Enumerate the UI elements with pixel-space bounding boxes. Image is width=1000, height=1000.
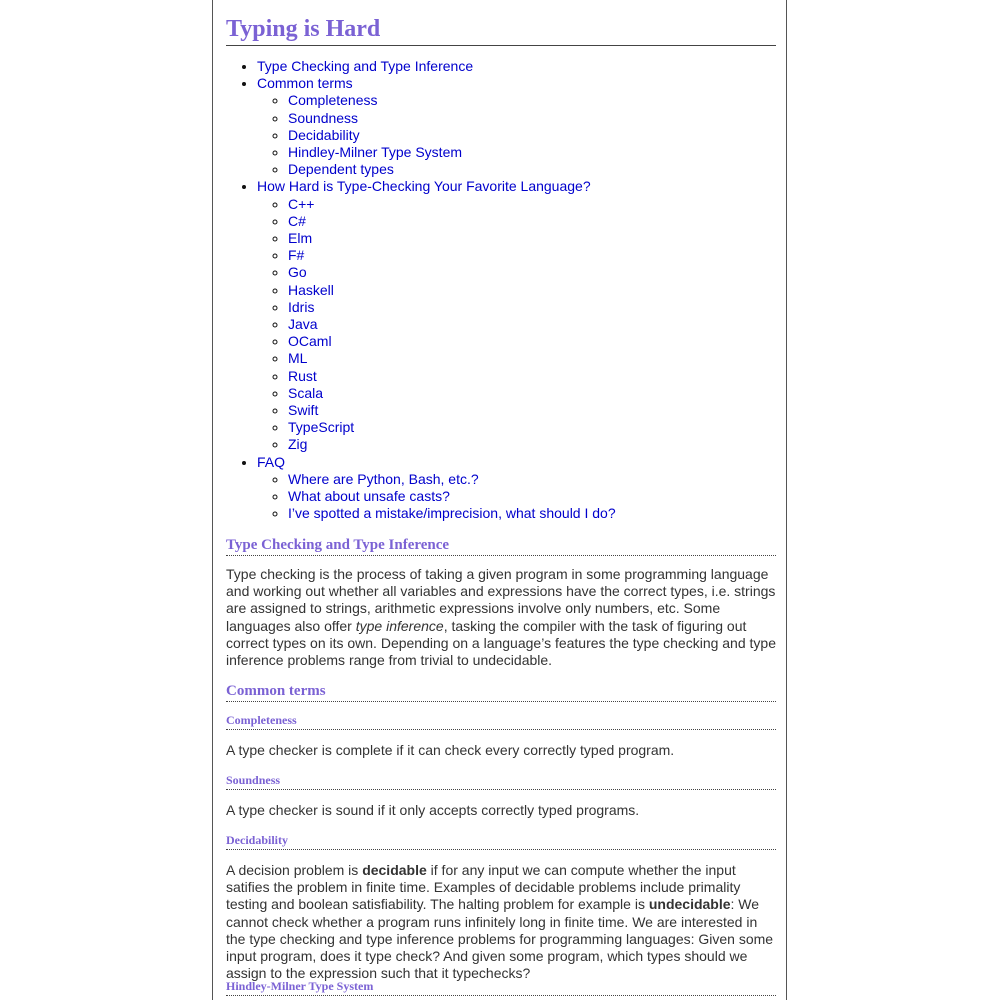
toc-subitem xyxy=(288,299,776,316)
toc-link-typescript[interactable]: TypeScript xyxy=(288,419,355,436)
toc-subitem xyxy=(288,127,776,144)
toc-link-java[interactable]: Java xyxy=(288,316,318,333)
toc-sublist-languages xyxy=(257,196,776,454)
toc-link-scala[interactable]: Scala xyxy=(288,384,324,401)
toc-link-cpp[interactable]: C++ xyxy=(288,195,315,212)
toc-item xyxy=(257,178,776,453)
toc-link-go[interactable]: Go xyxy=(288,264,307,281)
soundness-paragraph: A type checker is sound if it only accepts correctly typed programs. xyxy=(226,802,640,818)
toc-link-completeness[interactable]: Completeness xyxy=(288,92,378,109)
page xyxy=(212,0,787,1000)
bold-term-undecidable: undecidable xyxy=(648,896,731,913)
paragraph-text: A decision problem is xyxy=(226,862,363,878)
page-title: Typing is Hard xyxy=(226,16,776,46)
toc-link-decidability[interactable]: Decidability xyxy=(288,126,360,143)
toc-link-fsharp[interactable]: F# xyxy=(288,247,305,264)
bold-term-decidable: decidable xyxy=(362,862,427,878)
toc-sublist-faq xyxy=(257,471,776,523)
toc-subitem xyxy=(288,333,776,350)
completeness-paragraph: A type checker is complete if it can check every correctly typed program. xyxy=(226,742,675,758)
toc-subitem xyxy=(288,385,776,402)
type-checking-paragraph xyxy=(226,566,776,669)
toc-subitem xyxy=(288,213,776,230)
decidability-paragraph xyxy=(226,862,776,982)
section-heading-common-terms: Common terms xyxy=(226,682,776,702)
toc-link-rust[interactable]: Rust xyxy=(288,367,317,384)
toc-item xyxy=(257,454,776,523)
subsection-heading-decidability: Decidability xyxy=(226,833,776,850)
toc-subitem xyxy=(288,144,776,161)
toc-link-csharp[interactable]: C# xyxy=(288,212,306,229)
toc-subitem xyxy=(288,92,776,109)
toc-link-soundness[interactable]: Soundness xyxy=(288,109,359,126)
toc-item xyxy=(257,58,776,75)
toc-link-type-checking[interactable]: Type Checking and Type Inference xyxy=(257,58,474,74)
toc-subitem xyxy=(288,161,776,178)
toc-subitem xyxy=(288,196,776,213)
toc-link-dependent-types[interactable]: Dependent types xyxy=(288,161,394,178)
toc-link-faq[interactable]: FAQ xyxy=(257,453,286,470)
toc-subitem xyxy=(288,368,776,385)
toc-link-ml[interactable]: ML xyxy=(288,350,308,367)
subsection-heading-completeness: Completeness xyxy=(226,713,776,730)
toc-link-elm[interactable]: Elm xyxy=(288,230,313,247)
toc-link-common-terms[interactable]: Common terms xyxy=(257,75,353,92)
paragraph-text: Type checking is the process of taking a given program in some programming language and working out whether all variables and expressions have the correct types, i.e. strings are assigned to strings, arithmetic expressions involve only numbers, etc. Some languages also offer xyxy=(226,566,776,634)
toc-link-zig[interactable]: Zig xyxy=(288,436,308,453)
toc-subitem xyxy=(288,471,776,488)
toc-subitem xyxy=(288,350,776,367)
toc-subitem xyxy=(288,488,776,505)
toc-link-idris[interactable]: Idris xyxy=(288,298,315,315)
toc-link-mistake[interactable]: I’ve spotted a mistake/imprecision, what should I do? xyxy=(288,505,616,522)
toc-item xyxy=(257,75,776,178)
toc-subitem xyxy=(288,110,776,127)
toc-subitem xyxy=(288,419,776,436)
toc-link-how-hard[interactable]: How Hard is Type-Checking Your Favorite Language? xyxy=(257,178,591,195)
toc-link-ocaml[interactable]: OCaml xyxy=(288,333,332,350)
toc-subitem xyxy=(288,436,776,453)
toc-subitem xyxy=(288,230,776,247)
toc-subitem xyxy=(288,316,776,333)
toc-subitem xyxy=(288,402,776,419)
toc-link-hindley-milner[interactable]: Hindley-Milner Type System xyxy=(288,144,463,161)
toc-subitem xyxy=(288,505,776,522)
table-of-contents xyxy=(226,58,776,522)
toc-link-haskell[interactable]: Haskell xyxy=(288,281,334,298)
subsection-heading-hindley-milner: Hindley-Milner Type System xyxy=(226,979,776,996)
toc-subitem xyxy=(288,264,776,281)
toc-link-swift[interactable]: Swift xyxy=(288,402,319,419)
paragraph-text: , tasking the compiler with the task of figuring out correct types on its own. Depending on a language’s features the type checking and type inference problems range from trivial to undecidable. xyxy=(226,617,776,669)
toc-link-python-bash[interactable]: Where are Python, Bash, etc.? xyxy=(288,470,479,487)
emphasis-text: type inference xyxy=(355,617,444,634)
paragraph-text: if for any input we can compute whether the input satifies the problem in finite time. Examples of decidable problems include primality testing and boolean satisfiability. The halting problem for example is xyxy=(226,862,741,913)
subsection-heading-soundness: Soundness xyxy=(226,773,776,790)
toc-sublist-terms xyxy=(257,92,776,178)
toc-subitem xyxy=(288,247,776,264)
section-heading-type-checking: Type Checking and Type Inference xyxy=(226,536,776,556)
paragraph-text: : We cannot check whether a program runs infinitely long in finite time. We are interested in the type checking and type inference problems for programming languages: Given some input program, does it type check? And given some program, which types should we assign to the expression such that it typechecks? xyxy=(226,896,774,982)
toc-subitem xyxy=(288,282,776,299)
toc-link-unsafe-casts[interactable]: What about unsafe casts? xyxy=(288,488,450,505)
